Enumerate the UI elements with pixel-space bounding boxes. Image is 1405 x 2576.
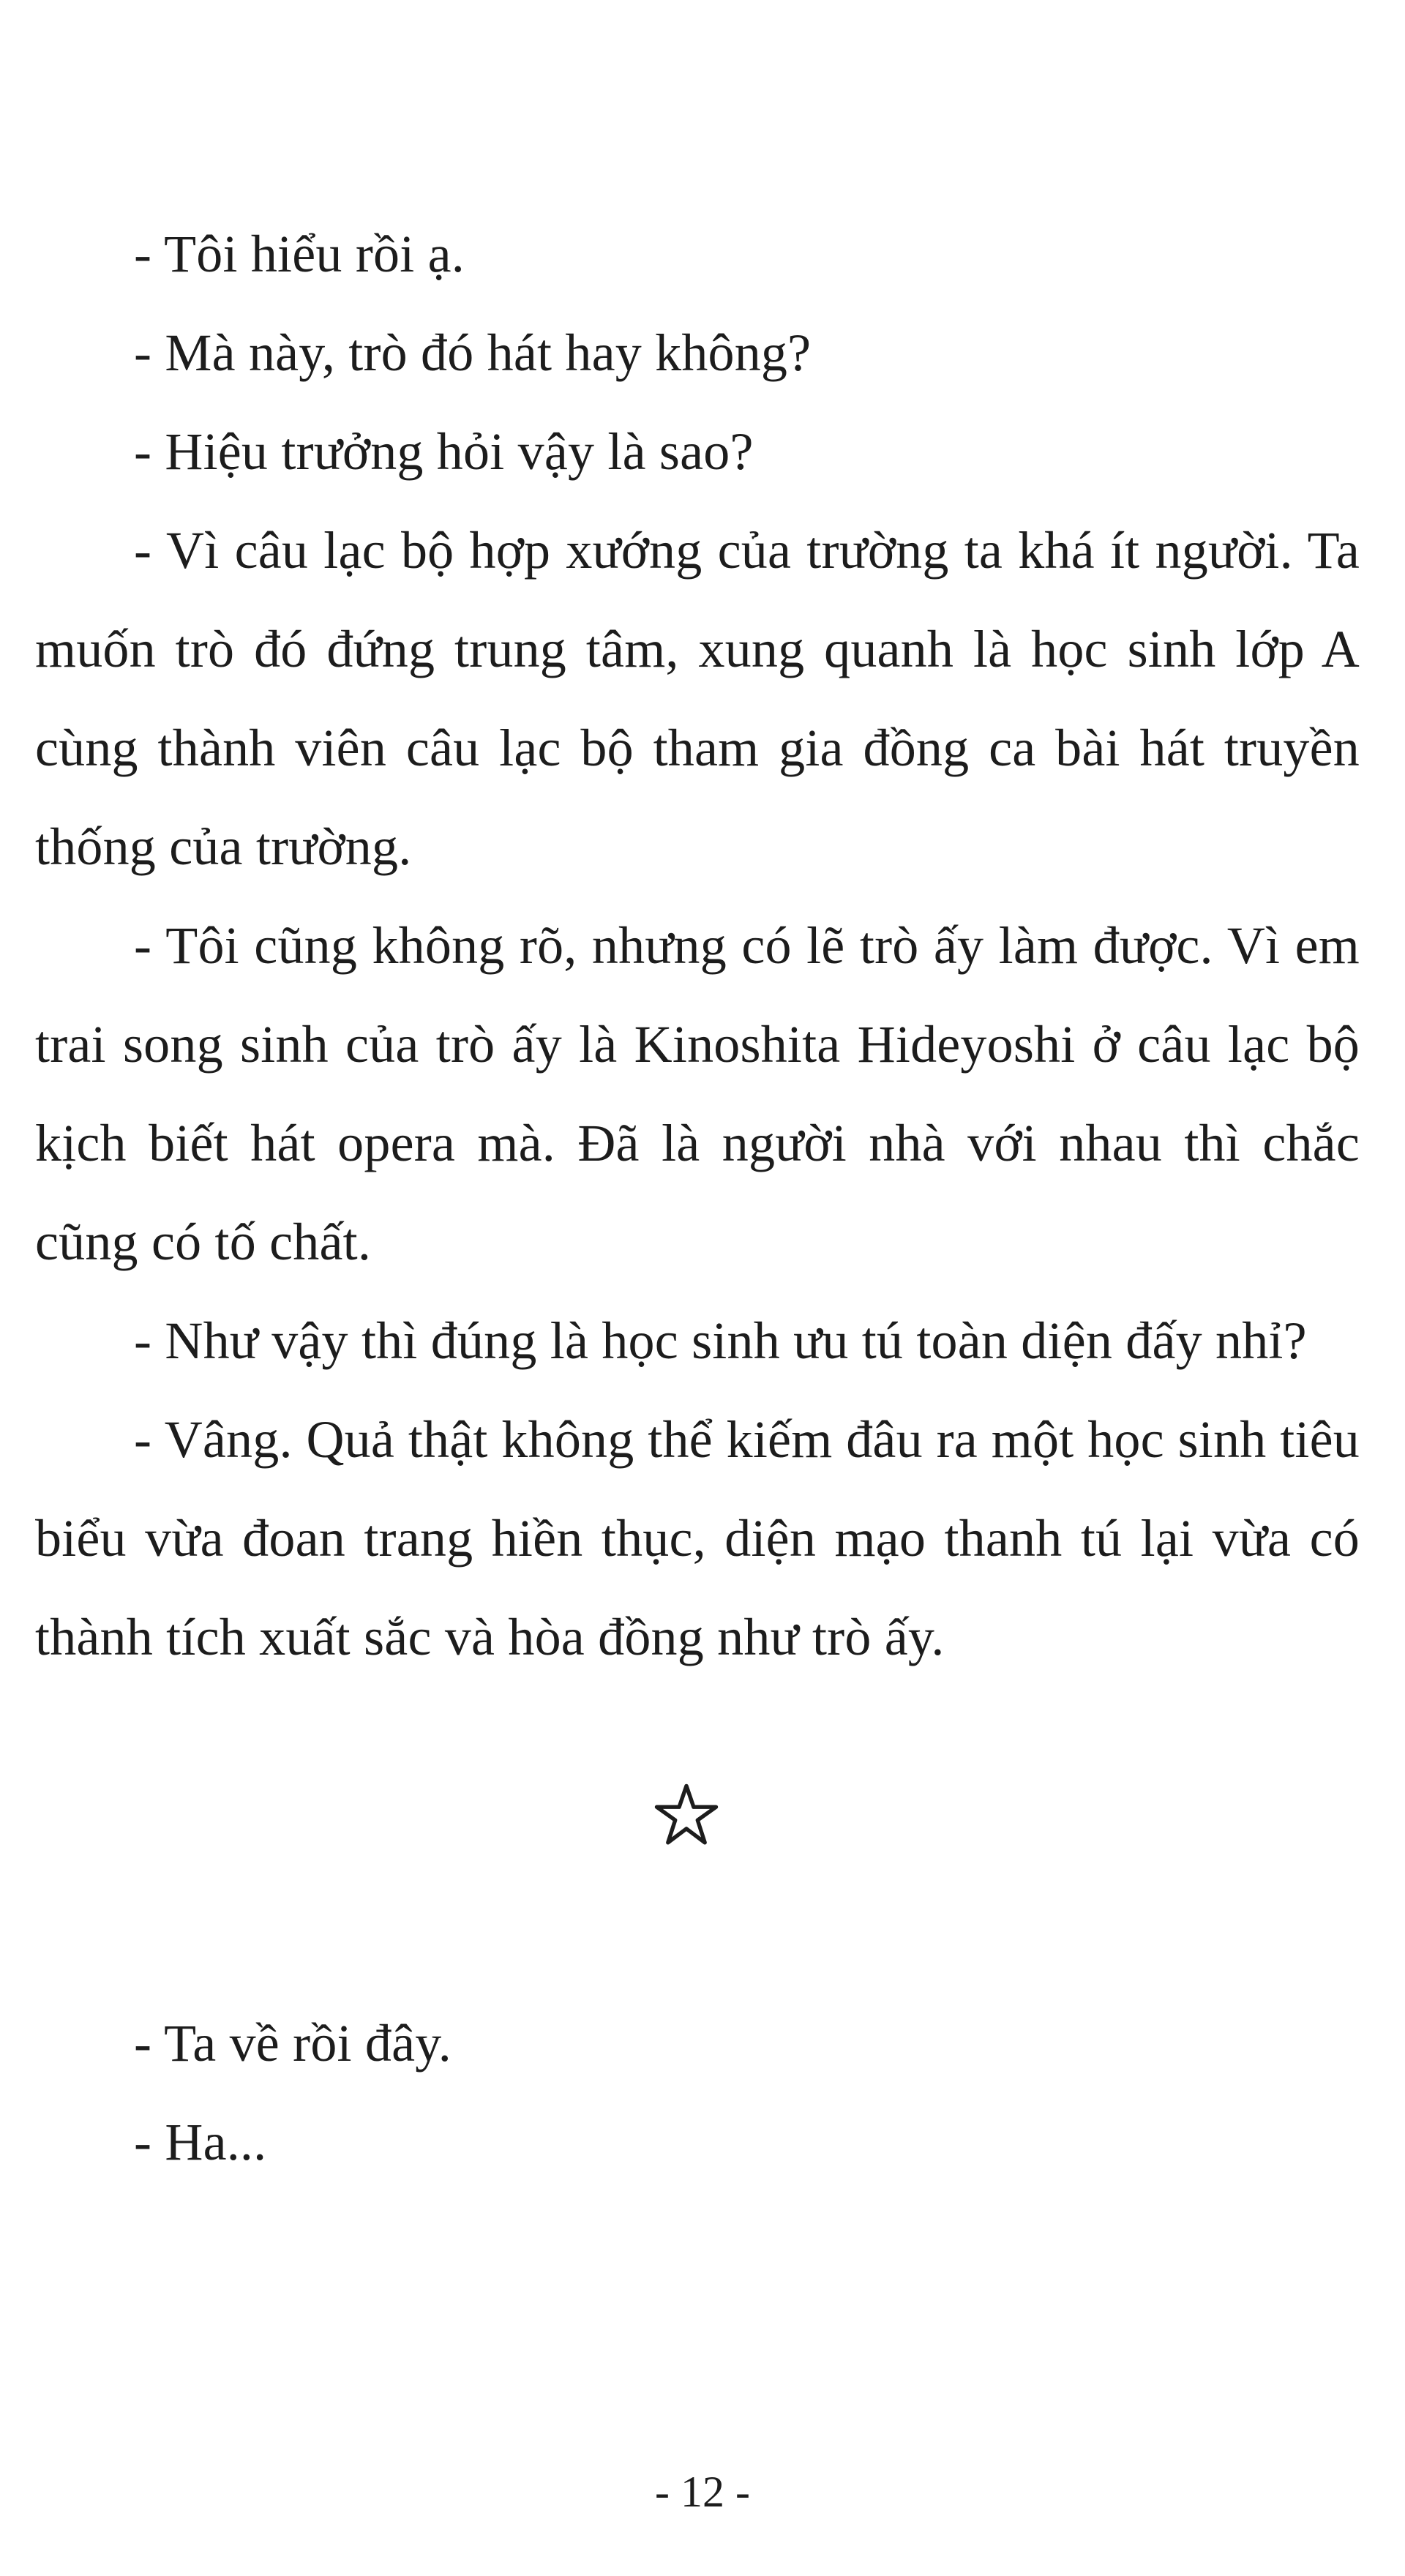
paragraph: - Tôi hiểu rồi ạ. (134, 225, 465, 283)
paragraph: - Vì câu lạc bộ hợp xướng của trường ta khá ít người. Ta muốn trò đó đứng trung tâm, xung quanh là học sinh lớp A cùng thành viên câu lạc bộ tham gia đồng ca bài hát truyền thống của trường. (35, 521, 1360, 876)
paragraph: - Hiệu trưởng hỏi vậy là sao? (134, 422, 754, 481)
section-after-break (35, 1994, 1360, 2192)
paragraph: - Tôi cũng không rõ, nhưng có lẽ trò ấy làm được. Vì em trai song sinh của trò ấy là Kinoshita Hideyoshi ở câu lạc bộ kịch biết hát opera mà. Đã là người nhà với nhau thì chắc cũng có tố chất. (35, 916, 1360, 1271)
section-before-break (35, 205, 1360, 1687)
paragraph: - Ha... (134, 2113, 267, 2171)
star-outline-icon (653, 1782, 719, 1848)
page-number: - 12 - (655, 2468, 750, 2516)
paragraph: - Như vậy thì đúng là học sinh ưu tú toàn diện đấy nhỉ? (134, 1311, 1307, 1370)
section-break (35, 1687, 1360, 1994)
book-page (35, 205, 1360, 2192)
paragraph: - Vâng. Quả thật không thể kiếm đâu ra một học sinh tiêu biểu vừa đoan trang hiền thục, diện mạo thanh tú lại vừa có thành tích xuất sắc và hòa đồng như trò ấy. (35, 1410, 1360, 1666)
paragraph: - Mà này, trò đó hát hay không? (134, 323, 812, 382)
paragraph: - Ta về rồi đây. (134, 2014, 452, 2073)
